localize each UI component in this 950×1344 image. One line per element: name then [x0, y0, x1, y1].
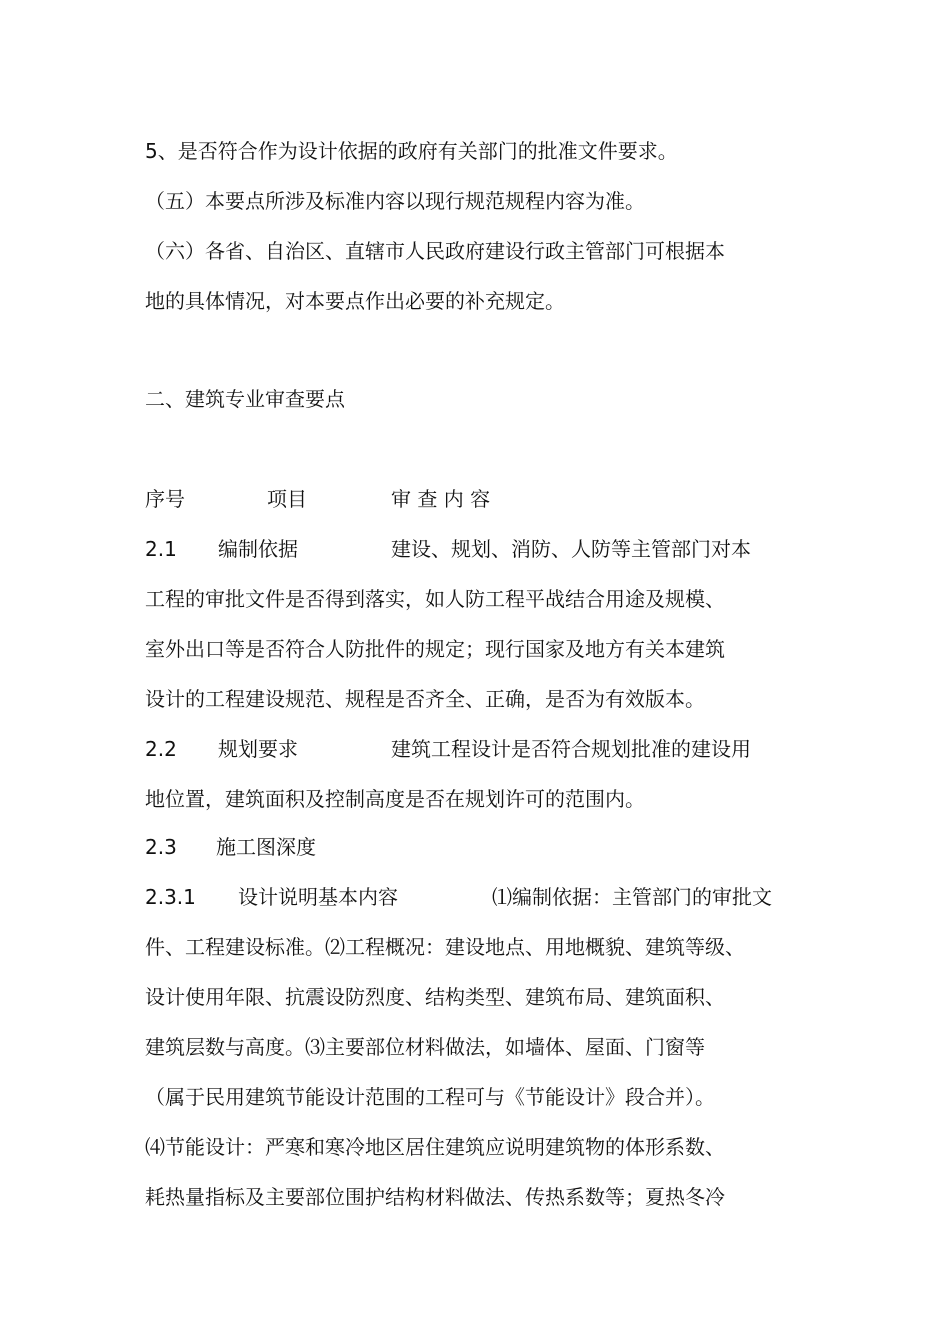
row-number: 2.3.1	[145, 885, 196, 909]
row-content-continuation: 件、工程建设标准。⑵工程概况：建设地点、用地概貌、建筑等级、	[145, 935, 745, 959]
table-row	[145, 882, 845, 912]
row-number: 2.1	[145, 537, 177, 561]
table-row	[145, 734, 845, 764]
row-content-continuation: 设计的工程建设规范、规程是否齐全、正确，是否为有效版本。	[145, 687, 705, 711]
row-project: 规划要求	[218, 737, 298, 761]
row-content-continuation: （属于民用建筑节能设计范围的工程可与《节能设计》段合并）。	[145, 1085, 715, 1109]
table-header-row	[145, 484, 845, 514]
row-project: 编制依据	[218, 537, 298, 561]
row-content-continuation: 设计使用年限、抗震设防烈度、结构类型、建筑布局、建筑面积、	[145, 985, 725, 1009]
row-content: 建筑工程设计是否符合规划批准的建设用	[391, 737, 751, 761]
row-content-continuation: 室外出口等是否符合人防批件的规定；现行国家及地方有关本建筑	[145, 637, 725, 661]
row-content: ⑴编制依据：主管部门的审批文	[492, 885, 772, 909]
row-content: 建设、规划、消防、人防等主管部门对本	[391, 537, 751, 561]
table-row	[145, 832, 845, 862]
header-content: 审 查 内 容	[391, 487, 491, 511]
row-content-continuation: 工程的审批文件是否得到落实，如人防工程平战结合用途及规模、	[145, 587, 725, 611]
row-project: 施工图深度	[216, 835, 316, 859]
paragraph-line: 5、是否符合作为设计依据的政府有关部门的批准文件要求。	[145, 139, 678, 163]
row-content-continuation: ⑷节能设计：严寒和寒冷地区居住建筑应说明建筑物的体形系数、	[145, 1135, 725, 1159]
paragraph-line: （五）本要点所涉及标准内容以现行规范规程内容为准。	[145, 189, 645, 213]
row-content-continuation: 建筑层数与高度。⑶主要部位材料做法，如墙体、屋面、门窗等	[145, 1035, 705, 1059]
header-serial: 序号	[145, 487, 185, 511]
row-project: 设计说明基本内容	[238, 885, 398, 909]
row-number: 2.2	[145, 737, 177, 761]
section-heading: 二、建筑专业审查要点	[145, 387, 345, 411]
row-content-continuation: 地位置，建筑面积及控制高度是否在规划许可的范围内。	[145, 787, 645, 811]
paragraph-line: （六）各省、自治区、直辖市人民政府建设行政主管部门可根据本	[145, 239, 725, 263]
header-project: 项目	[267, 487, 307, 511]
row-content-continuation: 耗热量指标及主要部位围护结构材料做法、传热系数等；夏热冬冷	[145, 1185, 725, 1209]
row-number: 2.3	[145, 835, 177, 859]
table-row	[145, 534, 845, 564]
paragraph-line: 地的具体情况，对本要点作出必要的补充规定。	[145, 289, 565, 313]
